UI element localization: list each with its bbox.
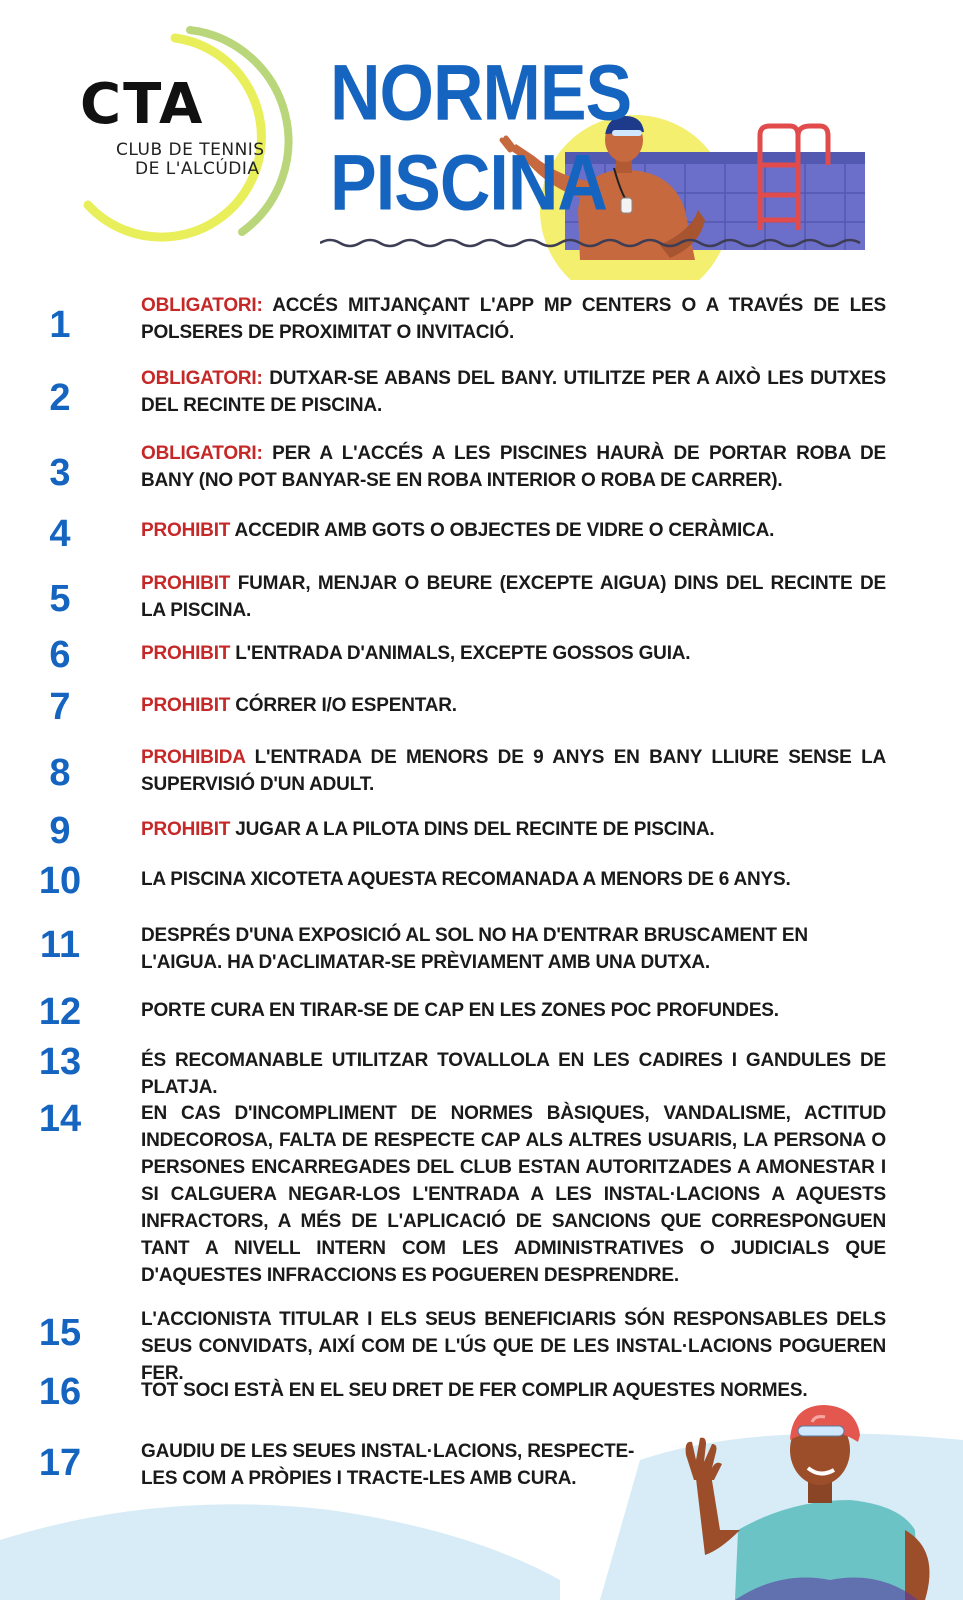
rule-body: DESPRÉS D'UNA EXPOSICIÓ AL SOL NO HA D'ENTRAR BRUSCAMENT EN L'AIGUA. HA D'ACLIMATAR-SE PRÈVIAMENT AMB UNA DUTXA. [141, 925, 808, 973]
rule-text [141, 1047, 886, 1101]
rule-body: ÉS RECOMANABLE UTILITZAR TOVALLOLA EN LES CADIRES I GANDULES DE PLATJA. [141, 1050, 886, 1098]
rule-text [141, 1100, 886, 1289]
rule-text [141, 292, 886, 346]
rule-number: 17 [38, 1442, 82, 1484]
rule-body: L'ENTRADA D'ANIMALS, EXCEPTE GOSSOS GUIA. [230, 643, 691, 664]
rule-body: EN CAS D'INCOMPLIMENT DE NORMES BÀSIQUES, VANDALISME, ACTITUD INDECOROSA, FALTA DE RESPECTE CAP ALS ALTRES USUARIS, LA PERSONA O PERSONES ENCARREGADES DEL CLUB ESTAN AUTORITZADES A AMONESTAR I SI CALGUERA NEGAR-LOS L'ENTRADA A LES INSTAL·LACIONS A AQUESTS INFRACTORS, A MÉS DE L'APLICACIÓ DE SANCIONS QUE CORRESPONGUEN TANT A NIVELL INTERN COM LES ADMINISTRATIVES O JUDICIALS QUE D'AQUESTES INFRACCIONS ES POGUEREN DESPRENDRE. [141, 1103, 886, 1286]
rule-keyword: PROHIBIT [141, 819, 231, 840]
rule-body: CÓRRER I/O ESPENTAR. [230, 695, 457, 716]
rule-text [141, 816, 886, 843]
rule-body: FUMAR, MENJAR O BEURE (EXCEPTE AIGUA) DINS DEL RECINTE DE LA PISCINA. [141, 573, 886, 621]
page-title: NORMES PISCINA [330, 49, 632, 227]
rule-keyword: PROHIBIT [141, 695, 231, 716]
club-logo [0, 0, 300, 260]
rule-text [141, 922, 886, 976]
rule-body: ACCEDIR AMB GOTS O OBJECTES DE VIDRE O CERÀMICA. [230, 520, 775, 541]
logo-subtitle-line2: DE L'ALCÚDIA [135, 159, 260, 179]
rule-number: 2 [49, 377, 71, 419]
rule-number: 10 [38, 860, 82, 902]
rule-text [141, 1306, 886, 1387]
rule-number: 9 [49, 810, 71, 852]
logo-text: CTA [80, 72, 205, 137]
rule-number: 5 [49, 578, 71, 620]
rule-text [141, 1377, 886, 1404]
rule-keyword: PROHIBIT [141, 573, 231, 594]
rule-text [141, 744, 886, 798]
rule-text [141, 997, 886, 1024]
rule-keyword: OBLIGATORI: [141, 368, 263, 389]
rule-number: 12 [38, 991, 82, 1033]
rule-text [141, 1438, 641, 1492]
rule-keyword: OBLIGATORI: [141, 295, 263, 316]
rule-number: 1 [49, 304, 71, 346]
rule-body: PORTE CURA EN TIRAR-SE DE CAP EN LES ZONES POC PROFUNDES. [141, 1000, 779, 1021]
rule-body: GAUDIU DE LES SEUES INSTAL·LACIONS, RESPECTE-LES COM A PRÒPIES I TRACTE-LES AMB CURA. [141, 1441, 635, 1489]
rule-number: 16 [38, 1371, 82, 1413]
rule-body: TOT SOCI ESTÀ EN EL SEU DRET DE FER COMPLIR AQUESTES NORMES. [141, 1380, 808, 1401]
rule-body: L'ACCIONISTA TITULAR I ELS SEUS BENEFICIARIS SÓN RESPONSABLES DELS SEUS CONVIDATS, AIXÍ COM DE L'ÚS QUE DE LES INSTAL·LACIONS POGUEREN FER. [141, 1309, 886, 1384]
rule-keyword: PROHIBIT [141, 520, 231, 541]
rule-number: 14 [38, 1098, 82, 1140]
rule-number: 4 [49, 513, 71, 555]
rule-keyword: PROHIBIDA [141, 747, 246, 768]
rule-body: ACCÉS MITJANÇANT L'APP MP CENTERS O A TRAVÉS DE LES POLSERES DE PROXIMITAT O INVITACIÓ. [141, 295, 886, 343]
rule-body: DUTXAR-SE ABANS DEL BANY. UTILITZE PER A AIXÒ LES DUTXES DEL RECINTE DE PISCINA. [141, 368, 886, 416]
rule-keyword: PROHIBIT [141, 643, 231, 664]
rule-text [141, 365, 886, 419]
rule-keyword: OBLIGATORI: [141, 443, 263, 464]
rule-text [141, 440, 886, 494]
logo-subtitle-line1: CLUB DE TENNIS [116, 140, 265, 160]
rule-body: PER A L'ACCÉS A LES PISCINES HAURÀ DE PORTAR ROBA DE BANY (NO POT BANYAR-SE EN ROBA INTERIOR O ROBA DE CARRER). [141, 443, 886, 491]
rule-number: 15 [38, 1312, 82, 1354]
rule-text [141, 866, 886, 893]
rule-text [141, 640, 886, 667]
rule-number: 3 [49, 452, 71, 494]
rule-number: 6 [49, 634, 71, 676]
rule-body: JUGAR A LA PILOTA DINS DEL RECINTE DE PISCINA. [230, 819, 715, 840]
rule-body: LA PISCINA XICOTETA AQUESTA RECOMANADA A MENORS DE 6 ANYS. [141, 869, 791, 890]
rule-text [141, 570, 886, 624]
rule-number: 13 [38, 1041, 82, 1083]
rule-number: 11 [39, 924, 81, 966]
rule-number: 8 [49, 752, 71, 794]
rule-text [141, 517, 886, 544]
rule-text [141, 692, 886, 719]
rule-number: 7 [49, 686, 71, 728]
rule-body: L'ENTRADA DE MENORS DE 9 ANYS EN BANY LLIURE SENSE LA SUPERVISIÓ D'UN ADULT. [141, 747, 886, 795]
